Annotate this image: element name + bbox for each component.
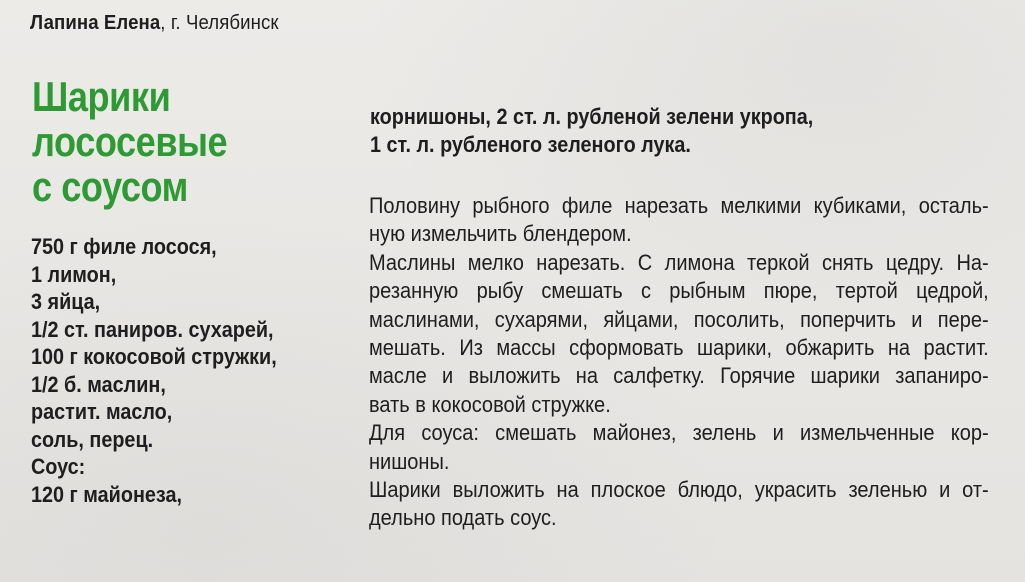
ingredient-item: 3 яйца, [31,289,101,314]
ingredient-continued-line: корнишоны, 2 ст. л. рубленой зелени укропа, [370,104,814,129]
ingredient-item: 100 г кокосовой стружки, [31,344,277,369]
recipe-title [32,74,227,209]
recipe-title-line: Шарики [32,73,171,120]
ingredient-item: 750 г филе лосося, [31,234,217,259]
ingredient-item: 1/2 б. маслин, [31,371,166,397]
ingredient-item: 1/2 ст. паниров. сухарей, [31,316,274,342]
method-line: Для соуса: смешать майонез, зелень и измельченные кор- [369,420,989,446]
recipe-title-line: с соусом [32,163,188,210]
author-city: , г. Челябинск [160,12,279,34]
method-line: мешать. Из массы сформовать шарики, обжарить на растит. [369,335,989,361]
method-line: резанную рыбу смешать с рыбным пюре, тертой цедрой, [369,278,989,304]
ingredient-continued-line: 1 ст. л. рубленого зеленого лука. [370,132,691,157]
method-line: Шарики выложить на плоское блюдо, украсить зеленью и от- [369,477,989,503]
ingredient-item: 120 г майонеза, [31,481,183,507]
method-line: вать в кокосовой стружке. [369,391,611,417]
method-line: нишоны. [369,448,450,474]
ingredients-list [31,233,277,508]
author-name: Лапина Елена [30,12,161,34]
ingredient-item: 1 лимон, [31,261,117,287]
method-line: масле и выложить на салфетку. Горячие шарики запаниро- [369,363,989,389]
recipe-title-line: лососевые [32,118,228,165]
cooking-method [369,192,989,533]
ingredient-item: растит. масло, [31,399,173,424]
ingredients-continued [370,103,813,159]
method-line: маслинами, сухарями, яйцами, посолить, поперчить и пере- [369,306,989,332]
method-line: Маслины мелко нарезать. С лимона теркой снять цедру. На- [369,249,989,275]
method-line: дельно подать соус. [369,505,557,531]
byline [30,11,279,35]
method-line: ную измельчить блендером. [369,221,632,247]
method-line: Половину рыбного филе нарезать мелкими кубиками, осталь- [369,193,989,218]
sauce-heading: Соус: [31,454,86,479]
ingredient-item: соль, перец. [31,426,154,452]
